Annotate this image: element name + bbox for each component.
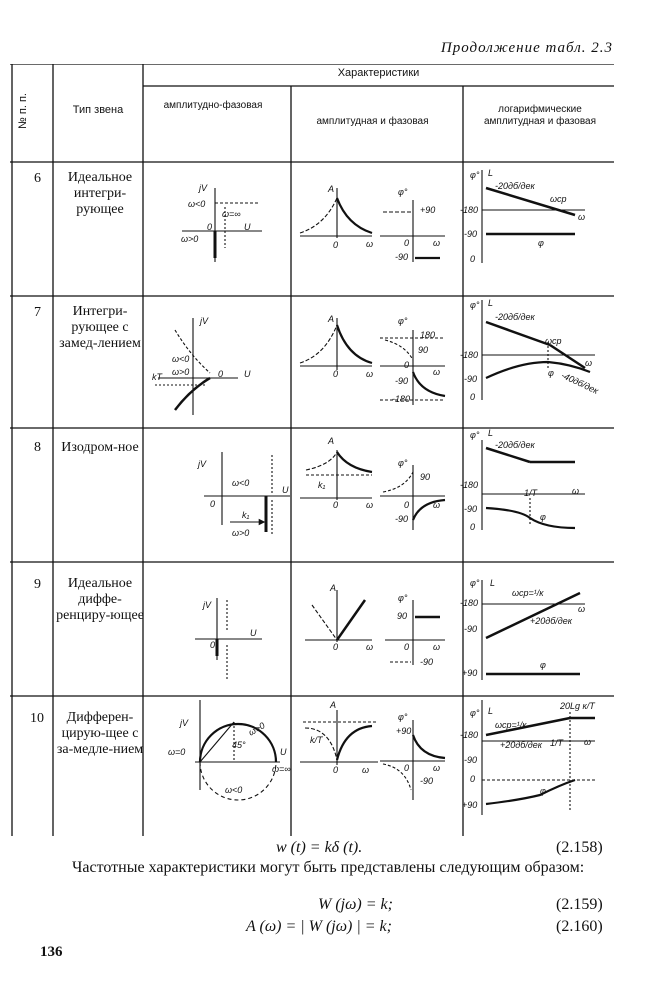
label-phi-deg: φ° — [398, 187, 408, 197]
label-wcp-1k: ωср=¹/к — [512, 588, 544, 598]
label-minus90: -90 — [395, 376, 409, 386]
header-log: логарифмические амплитудная и фазовая — [484, 104, 596, 127]
label-minus90: -90 — [464, 624, 478, 634]
label-jv: jV — [180, 718, 189, 728]
label-zero: 0 — [333, 369, 339, 379]
label-w-gt0: ω>0 — [172, 367, 190, 377]
row-name: Дифферен-цирую-щее с за-медле-нием — [56, 710, 144, 757]
label-90: 90 — [418, 345, 429, 355]
label-omega: ω — [366, 642, 374, 652]
row-name: Изодром-ное — [61, 440, 139, 455]
label-zero: 0 — [333, 500, 339, 510]
label-a: A — [330, 700, 337, 710]
label-phi-deg: φ° — [398, 316, 408, 326]
label-plus90: +90 — [396, 726, 412, 736]
label-phi-deg: φ° — [470, 708, 480, 718]
label-zero: 0 — [470, 522, 476, 532]
row8-phase-graph — [380, 465, 445, 530]
label-wcp: ωср — [545, 336, 562, 346]
label-phi: φ — [540, 512, 546, 522]
label-phi-deg: φ° — [398, 712, 408, 722]
row-number: 7 — [34, 305, 41, 320]
label-minus180: -180 — [460, 205, 479, 215]
row7-afc-graph — [155, 318, 238, 415]
label-omega: ω — [578, 212, 586, 222]
header-number: № п. п. — [17, 93, 29, 129]
row9-phase-graph — [385, 600, 445, 665]
label-omega: ω — [433, 500, 441, 510]
label-phi-deg: φ° — [470, 300, 480, 310]
label-w-lt0: ω<0 — [225, 785, 243, 795]
label-minus180: -180 — [460, 480, 479, 490]
row-name: Интегри-рующее с замед-лением — [59, 304, 141, 351]
label-a: A — [328, 436, 335, 446]
formula-wt: w (t) = kδ (t). — [276, 839, 363, 856]
label-plus90: +90 — [420, 205, 436, 215]
label-w0: ω=0 — [168, 747, 186, 757]
label-omega: ω — [433, 367, 441, 377]
label-wcp-1k: ωср=¹/к — [495, 720, 527, 730]
label-minus180: -180 — [460, 730, 479, 740]
label-kt: kT — [152, 372, 162, 382]
label-minus90: -90 — [464, 229, 478, 239]
header-type: Тип звена — [72, 104, 124, 116]
row10-phase-graph — [380, 720, 445, 800]
label-u: U — [244, 222, 251, 232]
row8-afc-graph — [204, 452, 290, 535]
formula-w: W (jω) = k; — [318, 896, 393, 913]
row-number: 6 — [34, 171, 41, 186]
label-w-inf: ω=∞ — [222, 209, 241, 219]
row-number: 9 — [34, 577, 41, 592]
label-l: L — [490, 578, 496, 588]
label-minus90: -90 — [464, 504, 478, 514]
label-phi-deg: φ° — [470, 578, 480, 588]
label-minus90: -90 — [464, 374, 478, 384]
label-minus180: -180 — [460, 598, 479, 608]
row-number: 10 — [30, 711, 44, 726]
label-u: U — [244, 369, 251, 379]
label-w-lt0: ω<0 — [172, 354, 190, 364]
label-u: U — [282, 485, 289, 495]
label-phi-deg: φ° — [470, 430, 480, 440]
row-name: Идеальное интегри-рующее — [67, 170, 133, 217]
equation-number: (2.158) — [556, 839, 603, 856]
label-a: A — [328, 314, 335, 324]
label-zero: 0 — [210, 499, 216, 509]
label-u: U — [250, 628, 257, 638]
row9-afc-graph — [195, 598, 262, 680]
header-characteristics: Характеристики — [337, 67, 420, 79]
label-k1: k₁ — [242, 510, 250, 520]
label-phi-deg: φ° — [398, 458, 408, 468]
label-omega: ω — [433, 642, 441, 652]
label-omega: ω — [366, 500, 374, 510]
label-zero: 0 — [470, 392, 476, 402]
label-minus90: -90 — [420, 657, 434, 667]
label-jv: jV — [198, 459, 207, 469]
label-phi: φ — [538, 238, 544, 248]
row-number: 8 — [34, 440, 41, 455]
row10-log-graph — [482, 700, 595, 815]
page-number: 136 — [40, 944, 63, 960]
label-zero: 0 — [470, 774, 476, 784]
label-zero: 0 — [210, 640, 216, 650]
row6-amplitude-graph — [300, 188, 372, 238]
label-omega: ω — [584, 737, 592, 747]
label-wcp: ωср — [550, 194, 567, 204]
row-name: Идеальное диффе-ренциру-ющее — [56, 576, 144, 623]
label-minus90: -90 — [420, 776, 434, 786]
label-90: 90 — [420, 472, 431, 482]
label-minus180: -180 — [392, 394, 411, 404]
label-zero: 0 — [404, 763, 410, 773]
label-u: U — [280, 747, 287, 757]
row7-amplitude-graph — [300, 318, 372, 370]
label-w-gt0: ω>0 — [181, 234, 199, 244]
header-amp-phase: амплитудная и фазовая — [316, 116, 429, 127]
label-l: L — [488, 428, 494, 438]
label-plus90: +90 — [462, 800, 478, 810]
label-phi-deg: φ° — [398, 593, 408, 603]
label-zero: 0 — [404, 360, 410, 370]
equation-number: (2.159) — [556, 896, 603, 913]
label-w-gt0: ω>0 — [232, 528, 250, 538]
label-phi: φ — [540, 660, 546, 670]
label-a: A — [328, 184, 335, 194]
label-90: 90 — [397, 611, 408, 621]
label-slope: -20дб/дек — [495, 440, 535, 450]
label-phi-deg: φ° — [470, 170, 480, 180]
label-minus90: -90 — [464, 755, 478, 765]
label-phi: φ — [540, 786, 546, 796]
label-lgkt: 20Lg к/T — [560, 701, 595, 711]
label-omega: ω — [362, 765, 370, 775]
label-phi: φ — [548, 368, 554, 378]
label-zero: 0 — [207, 222, 213, 232]
label-l: L — [488, 168, 494, 178]
label-zero: 0 — [333, 765, 339, 775]
label-slope40: -40дб/дек — [559, 370, 601, 396]
label-minus90: -90 — [395, 514, 409, 524]
label-omega: ω — [572, 486, 580, 496]
label-omega: ω — [433, 763, 441, 773]
label-omega: ω — [578, 604, 586, 614]
label-minus90: -90 — [395, 252, 409, 262]
label-zero: 0 — [404, 642, 410, 652]
label-omega: ω — [433, 238, 441, 248]
label-kt-frac: k/T — [310, 735, 323, 745]
label-zero: 0 — [218, 369, 224, 379]
label-l: L — [488, 706, 494, 716]
label-plus90: +90 — [462, 668, 478, 678]
label-invt: 1/T — [550, 738, 564, 748]
label-a: A — [330, 583, 337, 593]
label-180: 180 — [420, 330, 436, 340]
label-w-gt0: ω>0 — [246, 720, 267, 738]
label-slope20pos: +20дб/дек — [530, 616, 573, 626]
label-zero: 0 — [404, 500, 410, 510]
label-slope: -20дб/дек — [495, 312, 535, 322]
label-zero: 0 — [470, 254, 476, 264]
label-w-lt0: ω<0 — [188, 199, 206, 209]
label-jv: jV — [200, 316, 209, 326]
label-l: L — [488, 298, 494, 308]
label-w-lt0: ω<0 — [232, 478, 250, 488]
header-afc: амплитудно-фазовая — [163, 100, 263, 111]
label-45deg: 45° — [232, 740, 246, 750]
continuation-caption: Продолжение табл. 2.3 — [440, 40, 613, 56]
label-zero: 0 — [333, 240, 339, 250]
label-minus180: -180 — [460, 350, 479, 360]
label-jv: jV — [199, 183, 208, 193]
row9-amplitude-graph — [305, 590, 372, 642]
label-slope20pos: +20дб/дек — [500, 740, 543, 750]
label-invt: 1/T — [524, 488, 538, 498]
label-zero: 0 — [333, 642, 339, 652]
label-k1: k₁ — [318, 480, 326, 490]
equation-number: (2.160) — [556, 918, 603, 935]
label-omega: ω — [585, 358, 593, 368]
label-slope: -20дб/дек — [495, 181, 535, 191]
row8-log-graph — [482, 440, 585, 530]
label-omega: ω — [366, 239, 374, 249]
row8-amplitude-graph — [300, 450, 372, 500]
label-w-inf: ω=∞ — [272, 764, 291, 774]
label-omega: ω — [366, 369, 374, 379]
formula-a: A (ω) = | W (jω) | = k; — [246, 918, 392, 935]
label-zero: 0 — [404, 238, 410, 248]
label-jv: jV — [203, 600, 212, 610]
paragraph: Частотные характеристики могут быть представлены следующим образом: — [72, 859, 585, 876]
